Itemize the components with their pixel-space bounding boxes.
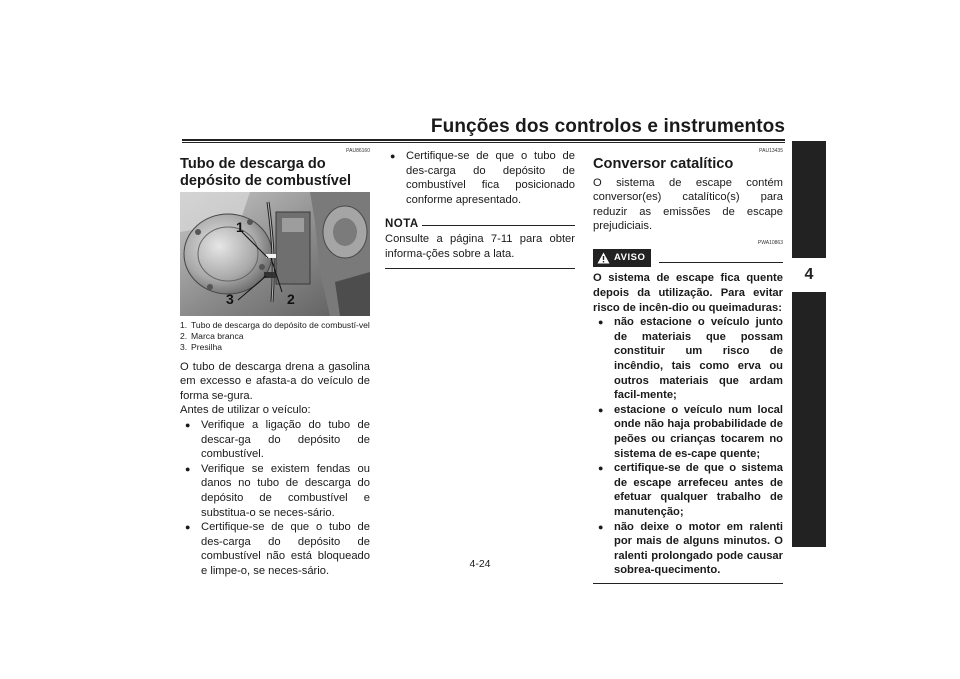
middle-column (385, 148, 575, 269)
warning-badge (593, 249, 651, 268)
warning-header (593, 249, 783, 268)
figure-callout-3: 3 (226, 291, 234, 307)
figure-caption: 3. Presilha (180, 342, 223, 353)
warning-ref-code: PWA10863 (757, 239, 783, 246)
note-end-rule (385, 268, 575, 269)
header-title: Funções dos controlos e instrumentos (430, 116, 785, 137)
note-text: Consulte a página 7-11 para obter informa-ções sobre a lata. (385, 232, 575, 260)
list-item: ● estacione o veículo num local onde não haja probabilidade de peões ou crianças tocarem no sistema de es-cape quente; (593, 403, 783, 461)
before-use-intro: Antes de utilizar o veículo: (180, 404, 311, 417)
drain-description: O tubo de descarga drena a gasolina em excesso e afasta-a do veículo de forma se-gura. (180, 360, 370, 402)
inspection-list (180, 418, 370, 579)
chapter-number: 4 (792, 258, 826, 292)
figure-callout-1: 1 (236, 219, 244, 235)
figure-callout-2: 2 (287, 291, 295, 307)
right-column (593, 148, 783, 584)
note-label: NOTA (385, 218, 419, 231)
catalytic-description: O sistema de escape contém conversor(es) catalítico(s) para reduzir as emissões de escape prejudiciais. (593, 176, 783, 233)
figure-caption: 1. Tubo de descarga do depósito de combustí-vel (180, 320, 370, 330)
left-column (180, 148, 370, 579)
section-title-catalytic: Conversor catalítico (593, 156, 734, 172)
warning-label: AVISO (614, 251, 646, 263)
list-item: ● Verifique a ligação do tubo de descar-ga do depósito de combustível. (180, 418, 370, 462)
note-rule (422, 225, 575, 226)
note-header (385, 217, 575, 232)
page-number: 4-24 (469, 558, 491, 570)
figure-caption: 2. Marca branca (180, 331, 244, 342)
list-item: ● Verifique se existem fendas ou danos no tubo de descarga do depósito de combustível e substitua-o se neces-sário. (180, 462, 370, 520)
figure-captions (180, 320, 370, 354)
engine-illustration (180, 192, 370, 316)
warning-triangle-icon (597, 252, 610, 264)
warning-list (593, 315, 783, 578)
section-ref-code: PAU13435 (759, 148, 783, 154)
chapter-tab (792, 141, 826, 547)
header-rule (182, 139, 785, 143)
inspection-list-continued (385, 149, 575, 207)
section-ref-code: PAU86160 (346, 148, 370, 154)
list-item: ● Certifique-se de que o tubo de des-carga do depósito de combustível não está bloqueado e limpe-o, se neces-sário. (180, 520, 370, 578)
warning-rule (659, 262, 783, 263)
engine-photo (180, 192, 370, 316)
warning-lead: O sistema de escape fica quente depois da utilização. Para evitar risco de incên-dio ou queimaduras: (593, 272, 783, 314)
list-item: ● não estacione o veículo junto de materiais que possam constituir um risco de incêndio, tais como erva ou outros materiais que ardam facil-mente; (593, 315, 783, 403)
section-title-fuel-drain: Tubo de descarga do depósito de combustível (180, 156, 352, 189)
list-item: ● certifique-se de que o sistema de escape arrefeceu antes de efetuar qualquer trabalho de manutenção; (593, 461, 783, 519)
list-item: ● Certifique-se de que o tubo de des-carga do depósito de combustível fica posicionado conforme apresentado. (385, 149, 575, 207)
warning-end-rule (593, 583, 783, 584)
list-item: ● não deixe o motor em ralenti por mais de alguns minutos. O ralenti prolongado pode causar sobrea-quecimento. (593, 520, 783, 578)
